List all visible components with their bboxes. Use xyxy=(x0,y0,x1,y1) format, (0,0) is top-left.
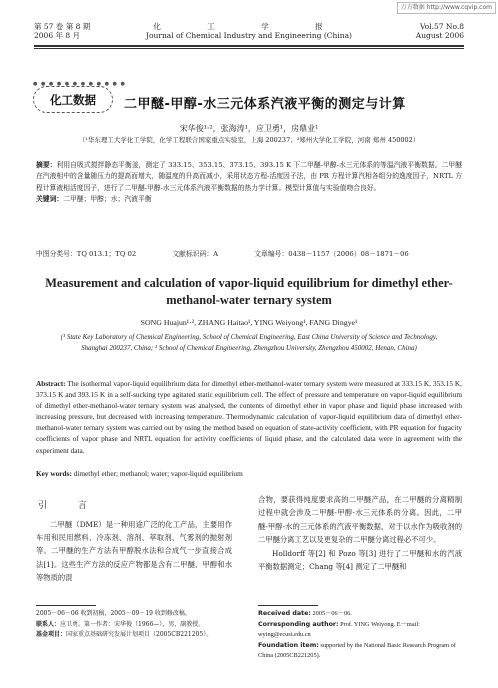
footnote-contact-label: 联系人： xyxy=(36,620,61,628)
keywords-cn-text: 二甲醚；甲醇；水；汽液平衡 xyxy=(63,194,152,203)
article-title-en: Measurement and calculation of vapor-liquid equilibrium for dimethyl ether-methanol-water ternary system xyxy=(45,276,453,307)
running-header xyxy=(34,22,464,56)
footnote-fund-cn: 国家重点基础研究发展计划项目（2005CB221205）。 xyxy=(66,631,213,638)
date-cn: 2006 年 8 月 xyxy=(34,31,81,40)
journal-name-cn: 化 工 学 报 xyxy=(153,22,345,31)
footnote-rule-left xyxy=(36,605,96,606)
body-paragraph-left: 二甲醚（DME）是一种用途广泛的化工产品，主要用作车用和民用燃料、冷冻剂、溶剂、萃取剂、气雾剂的抛射剂等。二甲醚的生产方法有甲醇脱水法和合成气一步直接合成法[1]。这些生产方法的反应产物都是含有二甲醚、甲醇和水等物质的混 xyxy=(36,520,232,582)
watermark-stamp: 万方数据 http://www.cqvip.com xyxy=(397,2,496,14)
keywords-en-label: Key words: xyxy=(36,469,72,478)
keywords-en xyxy=(36,469,462,478)
journal-name-en: Journal of Chemical Industry and Engineering (China) xyxy=(146,31,352,40)
footnote-author-en: Prof. YING Weiyong. E－mail: wying@ecust.edu.cn xyxy=(258,620,420,638)
article-number: 文章编号：0438－1157（2006）08－1871－06 xyxy=(254,250,409,258)
footnote-fund-en: supported by the National Basic Research Program of China (2005CB221205). xyxy=(258,641,456,659)
decorative-dots: ● ● ● ● ● ● ● ● ● ● ● ● xyxy=(33,81,126,87)
article-title-cn: 二甲醚-甲醇-水三元体系汽液平衡的测定与计算 xyxy=(124,97,406,112)
header-right xyxy=(416,22,464,40)
date-en: August 2006 xyxy=(415,31,464,40)
authors-cn: 宋华俊¹·²，张海涛¹，应卫勇¹，房鼎业¹ xyxy=(179,124,319,133)
footnote-received-label-en: Received date: xyxy=(258,610,311,617)
footnote-rule-right xyxy=(258,605,318,606)
keywords-cn-label: 关键词： xyxy=(36,194,64,203)
footnote-en xyxy=(258,609,462,662)
keywords-en-text: dimethyl ether; methanol; water; vapor-liquid equilibrium xyxy=(73,469,243,478)
abstract-en-text: The isothermal vapor-liquid equilibrium data for dimethyl ether-methanol-water ternary system were measured at 333.15 K, 353.15 K, 373.15 K and 393.15 K in a self-sucking type agitated static equilibrium cell. The effect of pressure and temperature on vapor-liquid equilibrium of dimethyl ether-methanol-water ternary system was analysed, the contents of dimethyl ether in vapor phase and liquid phase increased with increasing pressure, but decreased with increasing temperature. Thermodynamic calculation of vapor-liquid equilibrium data of dimethyl ether-methanol-water ternary system was carried out by using the method based on equation of state-activity coefficient, with PR equation for fugacity coefficients of vapor phase and NRTL equation for activity coefficients of liquid phase, and the calculated data were in agreement with the experiment data. xyxy=(36,379,462,455)
abstract-en xyxy=(36,378,462,456)
body-text-left xyxy=(36,518,232,584)
header-rule xyxy=(34,45,464,47)
body-text-right xyxy=(258,493,462,573)
volume-cn: 第 57 卷 第 8 期 xyxy=(34,22,91,31)
abstract-cn-label: 摘要： xyxy=(36,161,57,169)
authors-en: SONG Huajun¹·², ZHANG Haitao¹, YING Weiyong¹, FANG Dingye¹ xyxy=(140,318,358,327)
abstract-en-label: Abstract: xyxy=(36,379,66,388)
column-tag-badge: 化工数据 xyxy=(33,86,113,113)
header-rule-thin xyxy=(34,48,464,49)
clc-number: 中图分类号：TQ 013.1；TQ 02 xyxy=(36,250,137,258)
footnote-cn xyxy=(36,609,236,641)
footnote-fund-label-cn: 基金项目： xyxy=(36,631,67,638)
affiliation-cn: （¹华东理工大学化工学院，化学工程联合国家重点实验室，上海 200237；²郑州大学化工学院，河南 郑州 450002） xyxy=(78,136,420,144)
body-paragraph-right-1: 合物，要获得纯度要求高的二甲醚产品，在二甲醚的分离精制过程中就会涉及二甲醚-甲醇-水三元体系的分离。因此，二甲醚-甲醇-水的三元体系的汽液平衡数据，对于以水作为吸收剂的二甲醚分离工艺以及更复杂的二甲醚分离过程必不可少。 xyxy=(258,495,462,545)
abstract-cn xyxy=(36,160,462,205)
footnote-author-label-en: Corresponding author: xyxy=(258,620,339,628)
footnote-received-cn: 2005－06－06 收到初稿，2005－09－19 收到修改稿。 xyxy=(36,610,191,617)
footnote-received-en: 2005－06－06. xyxy=(312,610,352,617)
header-center xyxy=(34,22,464,40)
footnote-contact-cn: 应卫勇。第一作者：宋华俊（1966—），男，副教授。 xyxy=(60,620,205,628)
volume-en: Vol.57 No.8 xyxy=(419,22,464,31)
section-heading-introduction: 引 言 xyxy=(38,501,101,511)
affiliation-en: (¹ State Key Laboratory of Chemical Engineering, School of Chemical Engineering, East China University of Science and Technology, Shanghai 200237, China; ² School of Chemical Engineering, Zhengzhou University, Zhengzhou 450002, Henan, China) xyxy=(60,333,438,352)
classification-line xyxy=(36,248,462,258)
abstract-cn-text: 利用自吸式搅拌静态平衡釜，测定了 333.15、353.15、373.15、393.15 K 下二甲醚-甲醇-水三元体系的等温汽液平衡数据。二甲醚在汽液相中的含量随压力的提高而增大，随温度的升高而减小，采用状态方程-活度因子法，由 PR 方程计算汽相各组分的逸度因子，NRTL 方程计算液相活度因子，进行了二甲醚-甲醇-水三元体系汽液平衡数据的热力学计算。模型计算值与实验值吻合良好。 xyxy=(36,161,463,192)
body-paragraph-right-2: Holldorff 等[2] 和 Pozo 等[3] 进行了二甲醚和水的汽液平衡数据测定；Chang 等[4] 测定了二甲醚和 xyxy=(258,548,462,572)
document-code: 文献标识码：A xyxy=(172,250,219,258)
footnote-fund-label-en: Foundation item: xyxy=(258,641,319,649)
